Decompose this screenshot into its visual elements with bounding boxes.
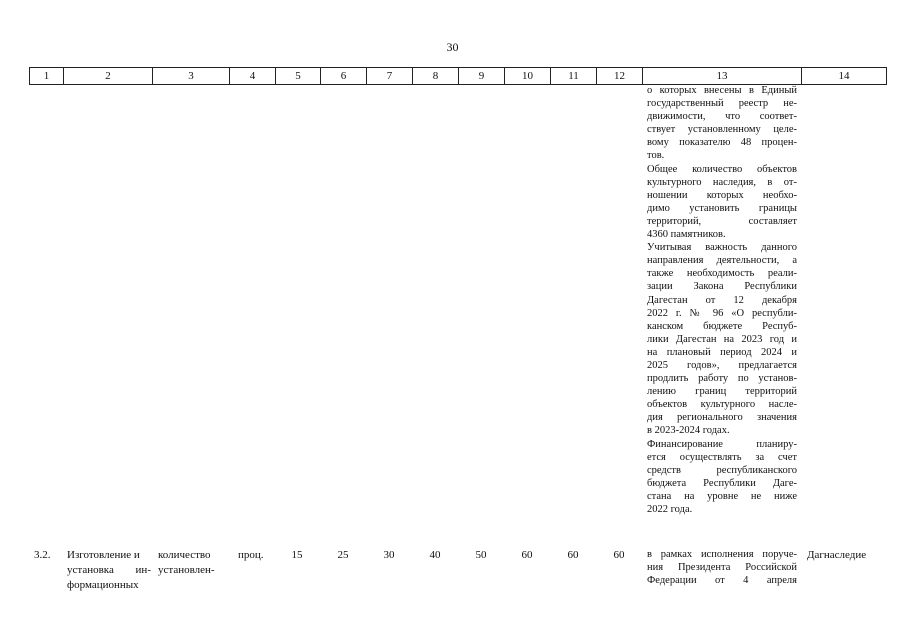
note-line: ния Президента Российской <box>647 562 797 574</box>
col13-paragraph-4 <box>647 438 797 517</box>
header-cell-11: 11 <box>550 68 596 84</box>
row-value-8: 60 <box>613 549 625 561</box>
text-line: на плановый период 2024 и <box>647 346 797 358</box>
note-line: Федерации от 4 апреля <box>647 575 797 587</box>
text-line: о которых внесены в Единый <box>647 85 797 96</box>
text-line: Общее количество объектов <box>647 163 797 175</box>
header-cell-9: 9 <box>458 68 504 84</box>
row-value-3: 30 <box>383 549 395 561</box>
text-line: средств республиканского <box>647 464 797 476</box>
indicator-line: количество <box>158 549 211 561</box>
col13-paragraph-1 <box>647 84 797 163</box>
header-cell-3: 3 <box>152 68 229 84</box>
text-line: 2022 г. № 96 «О республи- <box>647 307 797 319</box>
text-line: вому показателю 48 процен- <box>647 137 797 149</box>
row-value-6: 60 <box>521 549 533 561</box>
row-unit: проц. <box>238 549 264 561</box>
header-cell-8: 8 <box>412 68 458 84</box>
text-line: ношении которых необхо- <box>647 189 797 201</box>
header-cell-14: 14 <box>801 68 887 84</box>
text-line: Учитывая важность данного <box>647 242 797 254</box>
text-line: лению границ территорий <box>647 386 797 398</box>
text-line: направления деятельности, а <box>647 255 797 267</box>
text-line: 2025 годов», предлагается <box>647 359 797 371</box>
row-executor: Дагнаследие <box>807 549 867 561</box>
col13-paragraph-2 <box>647 163 797 242</box>
text-line: движимости, что соответ- <box>647 111 797 123</box>
name-line: формационных <box>67 579 139 591</box>
text-line: зации Закона Республики <box>647 281 797 293</box>
row-indicator <box>158 548 230 578</box>
text-line: дия регионального значения <box>647 412 797 424</box>
text-line: Дагестан от 12 декабря <box>647 294 797 306</box>
text-line: территорий, составляет <box>647 215 797 227</box>
col13-paragraph-3 <box>647 241 797 437</box>
row-note <box>647 548 797 587</box>
header-cell-6: 6 <box>320 68 366 84</box>
row-name <box>67 548 151 593</box>
text-line: ется осуществлять за счет <box>647 451 797 463</box>
row-value-4: 40 <box>429 549 441 561</box>
text-line: в 2023-2024 годах. <box>647 425 730 437</box>
table-header-row <box>29 67 887 85</box>
header-cell-5: 5 <box>275 68 320 84</box>
col13-text-block <box>647 84 797 516</box>
row-value-1: 15 <box>291 549 303 561</box>
text-line: объектов культурного насле- <box>647 399 797 411</box>
header-cell-4: 4 <box>229 68 275 84</box>
row-number: 3.2. <box>34 549 51 561</box>
text-line: стана на уровне не ниже <box>647 490 797 502</box>
text-line: 2022 года. <box>647 504 693 515</box>
row-value-7: 60 <box>567 549 579 561</box>
text-line: канском бюджете Респуб- <box>647 320 797 332</box>
header-cell-1: 1 <box>29 68 63 84</box>
text-line: также необходимость реали- <box>647 268 797 280</box>
header-cell-7: 7 <box>366 68 412 84</box>
text-line: продлить работу по установ- <box>647 373 797 385</box>
header-cell-10: 10 <box>504 68 550 84</box>
text-line: 4360 памятников. <box>647 229 726 241</box>
text-line: государственный реестр не- <box>647 98 797 110</box>
text-line: лики Дагестан на 2023 год и <box>647 333 797 345</box>
note-line: в рамках исполнения поруче- <box>647 549 797 560</box>
indicator-line: установлен- <box>158 564 215 576</box>
header-cell-2: 2 <box>63 68 152 84</box>
row-value-5: 50 <box>475 549 487 561</box>
text-line: ствует установленному целе- <box>647 124 797 136</box>
text-line: бюджета Республики Даге- <box>647 477 797 489</box>
header-cell-13: 13 <box>642 68 801 84</box>
text-line: Финансирование планиру- <box>647 438 797 450</box>
row-value-2: 25 <box>337 549 349 561</box>
text-line: тов. <box>647 150 665 162</box>
text-line: димо установить границы <box>647 202 797 214</box>
name-line: Изготовление и <box>67 549 140 561</box>
page-number: 30 <box>446 40 459 54</box>
header-cell-12: 12 <box>596 68 642 84</box>
name-line: установка ин- <box>67 564 151 576</box>
text-line: культурного наследия, в от- <box>647 176 797 188</box>
